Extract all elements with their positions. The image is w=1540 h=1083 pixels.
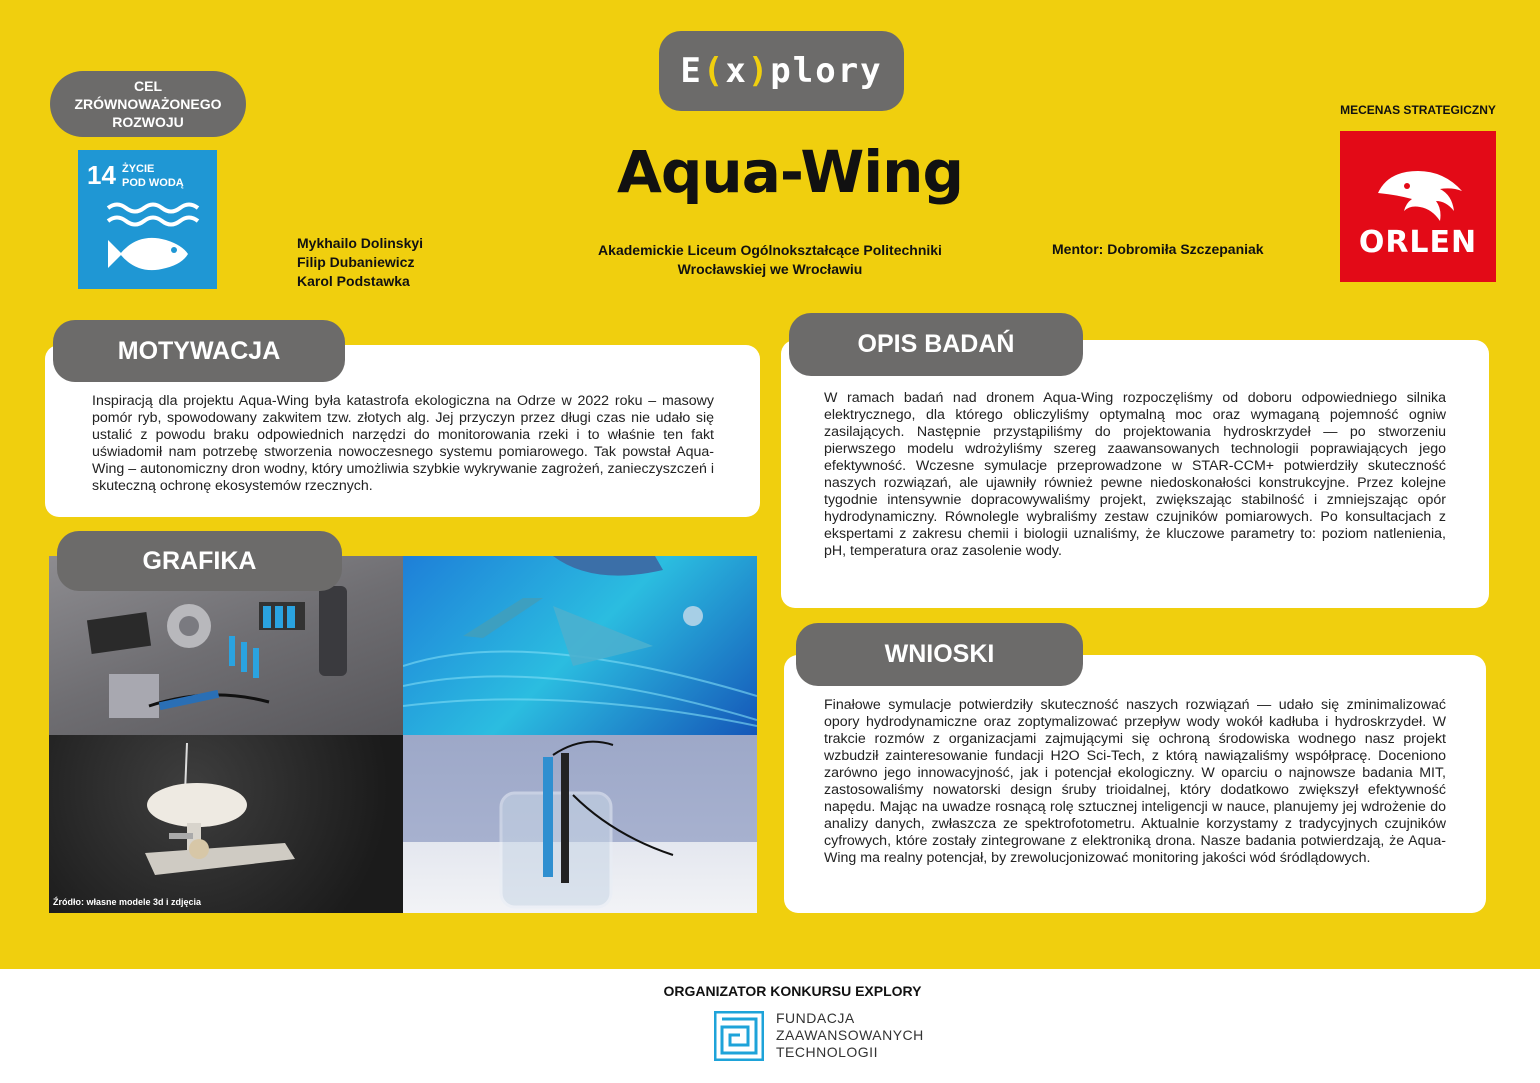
sdg-14-tile [78,150,217,289]
organizer-label: ORGANIZATOR KONKURSU EXPLORY [663,983,922,999]
fzt-line-1: FUNDACJA [776,1010,855,1026]
brand-pre: E [680,51,703,91]
orlen-logo [1340,131,1496,282]
fzt-maze-icon [714,1011,764,1061]
motywacja-text: Inspiracją dla projektu Aqua-Wing była katastrofa ekologiczna na Odrze w 2022 roku – masowy pomór ryb, spowodowany zakwitem tzw. złotych alg. Jej przyczyn przez długi czas nie udało się ustalić z powodu braku odpowiednich narzędzi do monitorowania rzeki i to właśnie ten fakt uświadomił nam potrzebę stworzenia nowoczesnego systemu pomiarowego. Tak powstał Aqua-Wing – autonomiczny dron wodny, który umożliwia szybkie wykrywanie zagrożeń, zanieczyszczeń i skuteczną ochronę ekosystemów rzecznych. [92,393,714,494]
authors [297,234,423,291]
opis-heading: OPIS BADAŃ [789,313,1083,376]
mentor: Mentor: Dobromiła Szczepaniak [1052,241,1264,257]
fzt-line-3: TECHNOLOGII [776,1044,878,1060]
sensor-jar-photo [403,735,757,913]
fzt-logo [714,1010,924,1061]
footer [0,969,1540,1083]
photo-credit: Źródło: własne modele 3d i zdjęcia [53,897,202,907]
sdg-pill-line-1: CEL [134,78,162,94]
author-1: Mykhailo Dolinskyi [297,235,424,251]
drone-model-render [49,735,403,913]
motywacja-heading: MOTYWACJA [53,320,345,382]
grafika-heading: GRAFIKA [57,531,342,591]
fzt-line-2: ZAAWANSOWANYCH [776,1027,924,1043]
brand-post: plory [770,51,883,91]
wnioski-heading: WNIOSKI [796,623,1083,686]
brand-close: ) [747,51,771,91]
opis-text: W ramach badań nad dronem Aqua-Wing rozpoczęliśmy od doboru odpowiedniego silnika elektrycznego, dla którego obliczyliśmy optymalną moc oraz wymaganą pojemność ogniw zasilających. Następnie przystąpiliśmy do projektowania hydroskrzydeł — po stworzeniu pierwszego modelu wdrożyliśmy szereg zaawansowanych technologii poprawiających jego efektywność. Wczesne symulacje przeprowadzone w STAR-CCM+ potwierdziły skuteczność naszych rozwiązań, ale ujawniły również pewne niedoskonałości konstrukcyjne. Przez kolejne tygodnie intensywnie dopracowywaliśmy projekt, zwiększając stabilność i zmniejszając opór hydrodynamiczny. Równolegle wybraliśmy zestaw czujników pomiarowych. Po konsultacjach z ekspertami z zakresu chemii i biologii uznaliśmy, że kluczowe parametry to: poziom natlenienia, pH, temperatura oraz zasolenie wody. [824,390,1446,559]
school-line-1: Akademickie Liceum Ogólnokształcące Politechniki [598,242,942,258]
explory-logo [659,31,904,111]
fzt-name [776,1010,924,1061]
sdg-goal-label [50,71,246,137]
school-line-2: Wrocławskiej we Wrocławiu [677,261,863,277]
sdg-label-line-2: POD WODĄ [122,177,184,189]
sdg-number: 14 [87,160,116,190]
orlen-wordmark: ORLEN [1358,225,1478,260]
brand-x: x [725,51,748,91]
poster-title: Aqua-Wing [617,138,963,206]
author-3: Karol Podstawka [297,273,410,289]
simulation-render [403,556,757,735]
sponsor-label: MECENAS STRATEGICZNY [1340,103,1496,117]
wnioski-text: Finałowe symulacje potwierdziły skuteczność naszych rozwiązań — udało się zminimalizować opory hydrodynamiczne oraz zoptymalizować przepływ wody wokół kadłuba i hydroskrzydeł. W trakcie rozmów z organizacjami zajmującymi się ochroną środowiska wodnego nasz projekt wzbudził zainteresowanie fundacji H2O Sci-Tech, z którą nawiązaliśmy współpracę. Doceniono zarówno jego innowacyjność, jak i potencjał ekologiczny. W oparciu o najnowsze badania MIT, zastosowaliśmy nowatorski design śruby trioidalnej, który dodatkowo zwiększył efektywność napędu. Mając na uwadze rosnącą rolę sztucznej inteligencji w nauce, planujemy jej wdrożenie do analizy danych, zwłaszcza ze spektrofotometru. Aktualnie korzystamy z tradycyjnych czujników cyfrowych, które zostały zintegrowane z elektroniką drona. Nasze badania potwierdzają, że Aqua-Wing ma realny potencjał, by zrewolucjonizować monitoring jakości wód śródlądowych. [824,697,1446,866]
author-2: Filip Dubaniewicz [297,254,415,270]
fish-waves-icon [78,150,217,289]
sdg-pill-line-3: ROZWOJU [112,114,184,130]
photo-collage [49,556,757,913]
brand-open: ( [702,51,726,91]
school-name [560,241,980,279]
sdg-label-line-1: ŻYCIE [122,163,155,175]
sdg-pill-line-2: ZRÓWNOWAŻONEGO [74,96,222,112]
